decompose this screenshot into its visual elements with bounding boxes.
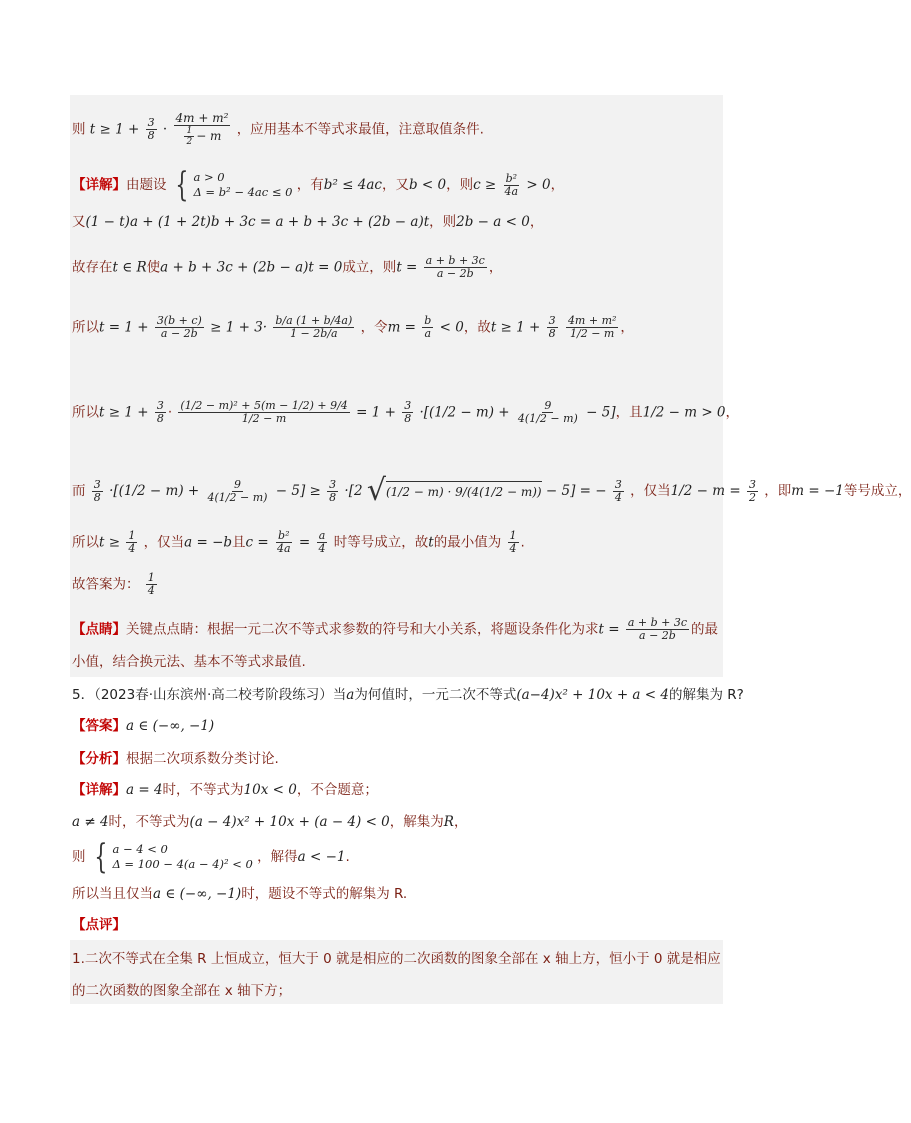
fraction: $\frac{\text{4m + m²}}{1/2 - m}$ — [567, 314, 617, 340]
detail-line-2: a ≠ 4时，不等式为(a − 4)x² + 10x + (a − 4) < 0，解集为R， — [72, 814, 468, 830]
fraction: $\frac{9}{4(1/2 - m)}$ — [207, 477, 268, 504]
fraction: $\frac{\text{(1/2 − m)² + 5(m − 1/2) + 9/4}}{1/2 - m}$ — [180, 399, 348, 425]
fraction: $\frac{1}{4}$ — [147, 571, 155, 597]
detail-line-1: 【详解】a = 4时，不等式为10x < 0，不合题意； — [72, 782, 378, 798]
section-tag: 【答案】 — [72, 718, 126, 734]
fraction: $\frac{a}{4}$ — [318, 529, 326, 555]
solution-line-2: 【详解】由题设 { a > 0 Δ = b² − 4ac ≤ 0 ，有b² ≤ 4ac，又b < 0，则c ≥ $\frac{\text{b²}}{4a}$ > 0， — [72, 165, 565, 205]
section-tag: 【详解】 — [72, 177, 126, 193]
fraction: $\frac{3}{8}$ — [156, 399, 164, 425]
solution-line-8: 所以t ≥ $\frac{1}{4}$ ，仅当a = −b且c = $\frac{\text{b²}}{4a}$ = $\frac{a}{4}$ 时等号成立，故t的最小值为 $\frac{1}{4}$ . — [72, 529, 525, 555]
answer-section: 【答案】a ∈ (−∞, −1) — [72, 718, 215, 734]
detail-line-3: 则 { a − 4 < 0 Δ = 100 − 4(a − 4)² < 0 ，解得a < −1. — [72, 837, 350, 877]
solution-line-1 — [72, 112, 484, 147]
section-tag: 【点评】 — [72, 917, 126, 933]
solution-line-3: 又(1 − t)a + (1 + 2t)b + 3c = a + b + 3c + (2b − a)t，则2b − a < 0， — [72, 214, 544, 230]
fraction: $\frac{3}{2}$ — [748, 477, 756, 504]
solution-line-4: 故存在t ∈ R使a + b + 3c + (2b − a)t = 0成立，则t = $\frac{a + b + 3c}{a - 2b}$ ， — [72, 254, 503, 280]
square-root: √ (1/2 − m) · 9/(4(1/2 − m)) — [366, 473, 542, 508]
section-tag: 【分析】 — [72, 751, 126, 767]
fraction: $\frac{3}{8}$ — [147, 116, 155, 142]
fraction: $\frac{3}{8}$ — [329, 477, 337, 504]
solution-line-6: 所以t ≥ 1 + $\frac{3}{8}$ · $\frac{\text{(1/2 − m)² + 5(m − 1/2) + 9/4}}{1/2 - m}$ = 1 + $\frac{3}{8}$ ·[(1/2 − m) + $\frac{9}{4(1/2 - m)}$ − 5]，且1/2 − m > 0， — [72, 399, 740, 425]
text: 则 — [72, 121, 86, 138]
section-tag: 【详解】 — [72, 782, 126, 798]
fraction: $\frac{b}{a}$ — [424, 314, 432, 340]
fraction: $\frac{3}{8}$ — [404, 399, 412, 425]
key-point-line-1: 【点睛】关键点点睛：根据一元二次不等式求参数的符号和大小关系，将题设条件化为求t = $\frac{a + b + 3c}{a - 2b}$ 的最 — [72, 616, 719, 642]
system-brace: { a − 4 < 0 Δ = 100 − 4(a − 4)² < 0 — [94, 837, 253, 877]
system-brace: { a > 0 Δ = b² − 4ac ≤ 0 — [175, 165, 293, 205]
math: · — [162, 121, 168, 138]
comment-line-2: 的二次函数的图象全部在 x 轴下方； — [72, 983, 292, 999]
fraction: $\frac{a + b + 3c}{a - 2b}$ — [627, 616, 688, 642]
problem-5-statement: 5．（2023春·山东滨州·高二校考阶段练习）当a为何值时，一元二次不等式(a−4)x² + 10x + a < 4的解集为 R? — [72, 687, 744, 703]
fraction: $\frac{b/a (1 + b/4a)}{1 - 2b/a}$ — [275, 314, 353, 340]
fraction: $\frac{\text{b²}}{4a}$ — [277, 529, 291, 555]
fraction: $\frac{a + b + 3c}{a - 2b}$ — [425, 254, 485, 280]
answer-line: 故答案为： $\frac{1}{4}$ — [72, 571, 155, 597]
fraction: $\frac{3(b + c)}{a - 2b}$ — [156, 314, 202, 340]
comment-section — [72, 916, 126, 934]
fraction: $\frac{1}{4}$ — [128, 529, 136, 555]
math: t ≥ 1 + — [89, 121, 140, 138]
key-point-line-2: 小值，结合换元法、基本不等式求最值. — [72, 654, 306, 670]
analysis-section: 【分析】根据二次项系数分类讨论. — [72, 751, 279, 767]
fraction: $\frac{\text{b²}}{4a}$ — [504, 171, 519, 198]
conclusion-line: 所以当且仅当a ∈ (−∞, −1)时，题设不等式的解集为 R. — [72, 886, 408, 902]
text: ，应用基本不等式求最值，注意取值条件. — [236, 121, 484, 138]
fraction: 4m + m² $\frac{1}{2}$ − m — [175, 111, 229, 147]
fraction: $\frac{9}{4(1/2 - m)}$ — [517, 399, 578, 425]
fraction: $\frac{1}{4}$ — [509, 529, 517, 555]
section-tag: 【点睛】 — [72, 621, 126, 638]
fraction: $\frac{3}{8}$ — [93, 477, 101, 504]
solution-line-5: 所以t = 1 + $\frac{3(b + c)}{a - 2b}$ ≥ 1 + 3· $\frac{b/a (1 + b/4a)}{1 - 2b/a}$ ，令m = $\frac{b}{a}$ < 0，故t ≥ 1 + $\frac{3}{8}$ $\frac{\text{4m + m²}}{1/2 - m}$ ， — [72, 314, 634, 340]
solution-line-7: 而 $\frac{3}{8}$ ·[(1/2 − m) + $\frac{9}{4(1/2 - m)}$ − 5] ≥ $\frac{3}{8}$ ·[2 √ (1/2 − m) · 9/(4(1/2 − m)) − 5] = − $\frac{3}{4}$ ，仅当1/2 − m = $\frac{3}{2}$ ，即m = −1等号成立， — [72, 473, 911, 508]
fraction: $\frac{3}{4}$ — [614, 477, 622, 504]
comment-line-1: 1.二次不等式在全集 R 上恒成立，恒大于 0 就是相应的二次函数的图象全部在 x 轴上方，恒小于 0 就是相应 — [72, 951, 721, 967]
fraction: $\frac{3}{8}$ — [548, 314, 556, 340]
